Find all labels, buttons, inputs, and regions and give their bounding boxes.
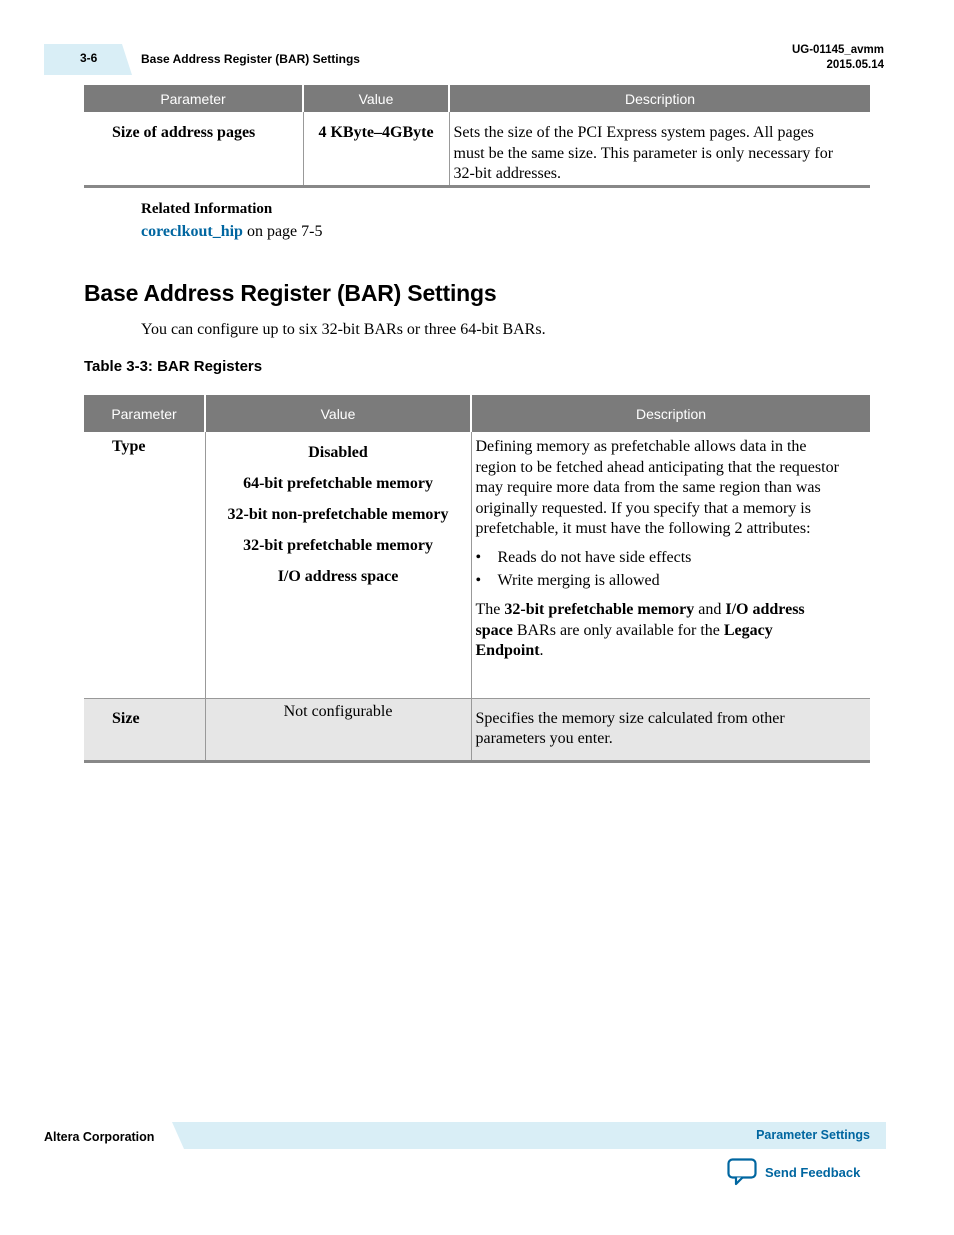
send-feedback-label: Send Feedback [765,1164,861,1180]
list-item: • Reads do not have side effects [476,548,841,569]
attribute-list [476,548,841,592]
footer-chapter: Parameter Settings [756,1128,870,1142]
type-option: 32-bit prefetchable memory [243,537,433,554]
doc-date: 2015.05.14 [826,59,884,71]
description-cell: Sets the size of the PCI Express system pages. All pages must be the same size. This parameter is only necessary for 32-bit addresses. [453,124,834,182]
bar-registers-table [84,395,870,763]
column-header: Parameter [84,85,303,112]
value-cell: Not configurable [205,698,471,761]
description-cell: Specifies the memory size calculated from other parameters you enter. [471,698,870,761]
parameter-cell: Size [84,698,205,761]
description-paragraph: Defining memory as prefetchable allows data in the region to be fetched ahead anticipating that the requestor may require more data from the same region than was originally requested. If you specify that a memory is prefetchable, it must have the following 2 attributes: [475,438,839,537]
parameter-table-continued [84,85,870,188]
value-cell [205,432,471,698]
column-header: Description [471,395,870,432]
table-row [84,112,870,186]
intro-paragraph: You can configure up to six 32-bit BARs or three 64-bit BARs. [141,321,546,338]
table-row [84,432,870,698]
table-header-row [84,395,870,432]
table-caption: Table 3-3: BAR Registers [84,358,263,375]
table-row [84,698,870,761]
type-options [206,443,471,588]
column-header: Description [449,85,870,112]
link-page-ref: on page 7-5 [242,223,323,240]
table-header-row [84,85,870,112]
value-cell: 4 KByte–4GByte [303,112,449,186]
speech-bubble-icon [727,1158,757,1186]
availability-note: The 32-bit prefetchable memory and I/O address space BARs are only available for the Legacy Endpoint. [475,601,805,659]
running-header-title: Base Address Register (BAR) Settings [141,52,360,66]
type-option: 32-bit non-prefetchable memory [227,506,449,523]
send-feedback-button[interactable] [727,1158,860,1186]
parameter-cell: Size of address pages [84,112,303,186]
section-heading: Base Address Register (BAR) Settings [84,280,497,306]
related-info-heading: Related Information [141,201,273,217]
type-option: I/O address space [277,568,399,585]
column-header: Value [205,395,471,432]
column-header: Value [303,85,449,112]
coreclkout-hip-link[interactable]: coreclkout_hip [141,223,243,240]
column-header: Parameter [84,395,205,432]
type-option: 64-bit prefetchable memory [243,475,433,492]
related-info-line [141,223,322,241]
parameter-cell: Type [84,432,205,698]
list-item: • Write merging is allowed [476,571,841,592]
page-number: 3-6 [80,51,98,65]
description-cell [471,432,870,698]
doc-info [792,43,884,73]
doc-id: UG-01145_avmm [791,44,884,56]
type-option: Disabled [308,444,368,461]
footer-company: Altera Corporation [44,1130,155,1144]
